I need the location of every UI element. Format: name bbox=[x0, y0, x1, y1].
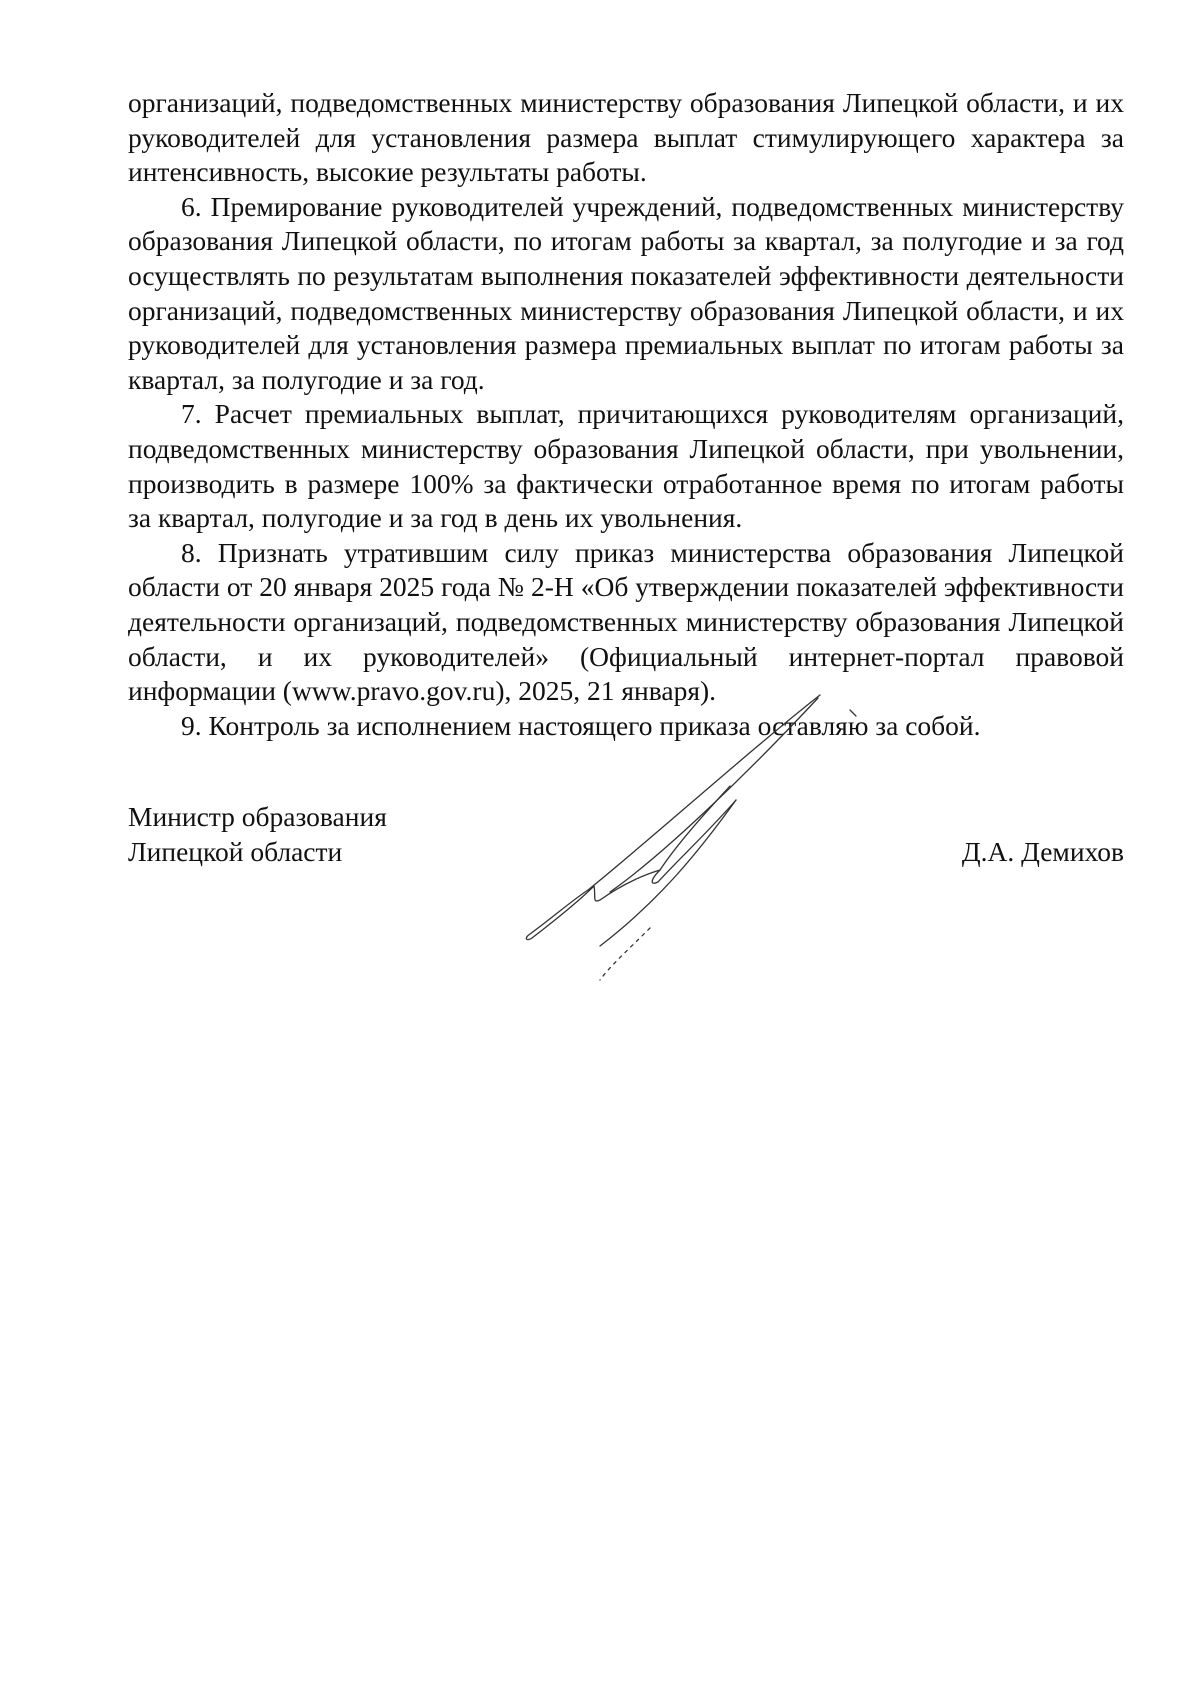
paragraph-item-7: 7. Расчет премиальных выплат, причитающихся руководителям организаций, подведомственных министерству образования Липецкой области, при увольнении, производить в размере 100% за фактически отработанное время по итогам работы за квартал, полугодие и за год в день их увольнения. bbox=[128, 398, 1124, 534]
paragraph-item-9: 9. Контроль за исполнением настоящего приказа оставляю за собой. bbox=[181, 709, 981, 741]
paragraph-item-6: 6. Премирование руководителей учреждений, подведомственных министерству образования Липецкой области, по итогам работы за квартал, за полугодие и за год осуществлять по результатам выполнения показателей эффективности деятельности организаций, подведомственных министерству образования Липецкой области, и их руководителей для установления размера премиальных выплат по итогам работы за квартал, за полугодие и за год. bbox=[128, 190, 1124, 395]
signatory-title-line-2: Липецкой области bbox=[128, 835, 343, 867]
signatory-title-line-1: Министр образования bbox=[128, 801, 387, 832]
paragraph-continuation: организаций, подведомственных министерству образования Липецкой области, и их руководителей для установления размера выплат стимулирующего характера за интенсивность, высокие результаты работы. bbox=[128, 87, 1124, 188]
paragraph-item-8: 8. Признать утратившим силу приказ министерства образования Липецкой области от 20 января 2025 года № 2-Н «Об утверждении показателей эффективности деятельности организаций, подведомственных министерству образования Липецкой области, и их руководителей» (Официальный интернет-портал правовой информации (www.pravo.gov.ru), 2025, 21 января). bbox=[128, 536, 1124, 707]
signatory-name: Д.А. Демихов bbox=[961, 835, 1124, 867]
document-body bbox=[128, 86, 1124, 743]
signatory-title bbox=[128, 800, 387, 869]
handwritten-signature bbox=[500, 690, 900, 990]
